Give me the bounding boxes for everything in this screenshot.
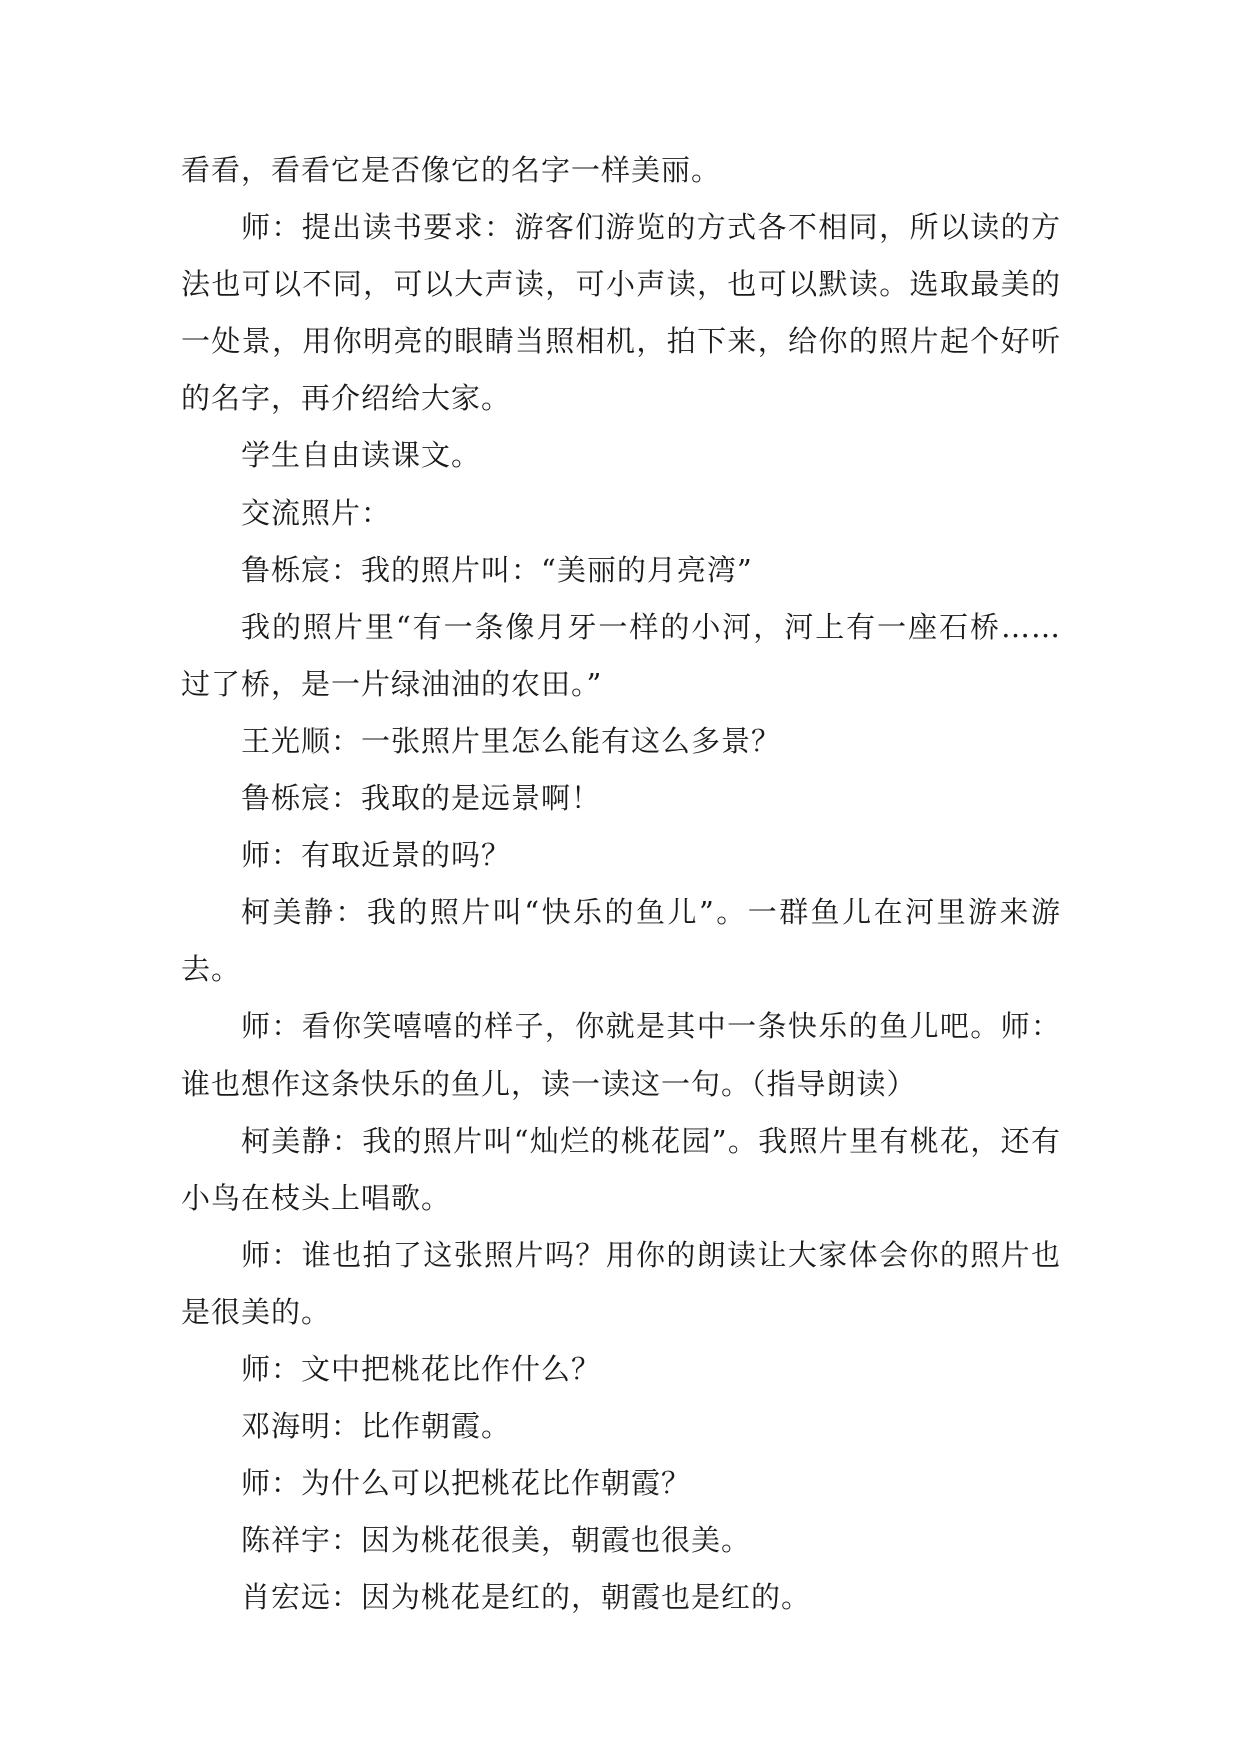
paragraph: 师：文中把桃花比作什么？ <box>241 1351 602 1386</box>
paragraph: 看看，看看它是否像它的名字一样美丽。 <box>181 153 722 187</box>
paragraph: 柯美静：我的照片叫“灿烂的桃花园”。我照片里有桃花，还有小鸟在枝头上唱歌。 <box>181 1123 1061 1215</box>
paragraph: 鲁栎宸：我的照片叫：“美丽的月亮湾” <box>241 552 753 587</box>
paragraph: 师：有取近景的吗？ <box>241 838 512 873</box>
paragraph: 邓海明：比作朝霞。 <box>241 1409 512 1444</box>
paragraph: 王光顺：一张照片里怎么能有这么多景？ <box>241 723 782 758</box>
document-body <box>181 142 1061 1626</box>
paragraph: 我的照片里“有一条像月牙一样的小河，河上有一座石桥……过了桥，是一片绿油油的农田。” <box>181 609 1061 701</box>
paragraph: 师：谁也拍了这张照片吗？用你的朗读让大家体会你的照片也是很美的。 <box>181 1237 1061 1329</box>
paragraph: 柯美静：我的照片叫“快乐的鱼儿”。一群鱼儿在河里游来游去。 <box>181 895 1061 987</box>
paragraph: 交流照片： <box>241 495 392 530</box>
paragraph: 陈祥宇：因为桃花很美，朝霞也很美。 <box>241 1523 752 1558</box>
paragraph: 鲁栎宸：我取的是远景啊！ <box>241 781 602 816</box>
paragraph: 师：为什么可以把桃花比作朝霞？ <box>241 1466 692 1501</box>
paragraph: 师：提出读书要求：游客们游览的方式各不相同，所以读的方法也可以不同，可以大声读，可小声读，也可以默读。选取最美的一处景，用你明亮的眼睛当照相机，拍下来，给你的照片起个好听的名字，再介绍给大家。 <box>181 210 1061 416</box>
paragraph: 学生自由读课文。 <box>241 438 482 473</box>
paragraph: 肖宏远：因为桃花是红的，朝霞也是红的。 <box>241 1580 812 1615</box>
paragraph: 师：看你笑嘻嘻的样子，你就是其中一条快乐的鱼儿吧。师：谁也想作这条快乐的鱼儿，读一读这一句。（指导朗读） <box>181 1009 1061 1101</box>
